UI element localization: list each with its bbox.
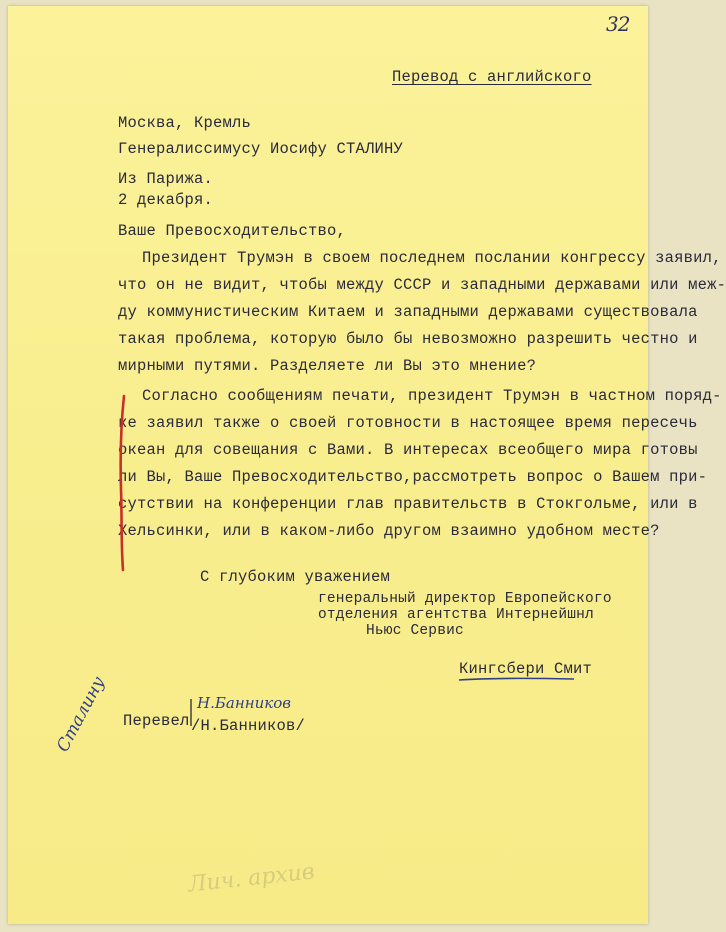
closing: С глубоким уважением	[200, 568, 391, 586]
faint-bleed-through-note: Лич. архив	[187, 859, 316, 898]
page-number: 32	[606, 12, 630, 36]
translator-signature: Н.Банников	[197, 694, 291, 712]
signatory-underline	[457, 675, 577, 683]
body-line: такая проблема, которую было бы невозможно разрешить честно и	[118, 330, 698, 348]
translator-label: Перевел	[123, 712, 190, 730]
body-line: ке заявил также о своей готовности в настоящее время пересечь	[118, 414, 698, 432]
body-line: ду коммунистическим Китаем и западными державами существовала	[118, 303, 698, 321]
body-line: Согласно сообщениям печати, президент Трумэн в частном поряд-	[142, 387, 722, 405]
handwritten-margin-note: Сталину	[53, 673, 110, 756]
body-line: ли Вы, Ваше Превосходительство,рассмотреть вопрос о Вашем при-	[118, 468, 708, 486]
translator-bracket	[188, 698, 194, 728]
signatory-title-line: отделения агентства Интернейшнл	[318, 607, 594, 623]
signatory-name: Кингсбери Смит	[459, 660, 593, 678]
address-line-1: Москва, Кремль	[118, 114, 252, 132]
red-pencil-margin-mark	[117, 394, 127, 572]
body-line: океан для совещания с Вами. В интересах всеобщего мира готовы	[118, 441, 698, 459]
body-line: Хельсинки, или в каком-либо другом взаимно удобном месте?	[118, 522, 660, 540]
signatory-title-line: генеральный директор Европейского	[318, 591, 612, 607]
salutation: Ваше Превосходительство,	[118, 222, 347, 240]
address-line-2: Генералиссимусу Иосифу СТАЛИНУ	[118, 140, 404, 158]
origin-line: Из Парижа.	[118, 170, 214, 188]
body-line: мирными путями. Разделяете ли Вы это мнение?	[118, 357, 537, 375]
body-line: Президент Трумэн в своем последнем послании конгрессу заявил,	[142, 249, 722, 267]
body-line: сутствии на конференции глав правительств в Стокгольме, или в	[118, 495, 698, 513]
translator-name: /Н.Банников/	[191, 717, 306, 735]
signatory-title-line: Ньюс Сервис	[366, 623, 464, 639]
date-line: 2 декабря.	[118, 191, 214, 209]
translation-header: Перевод с английского	[392, 68, 592, 86]
body-line: что он не видит, чтобы между СССР и западными державами или меж-	[118, 276, 726, 294]
document-page	[8, 6, 726, 924]
